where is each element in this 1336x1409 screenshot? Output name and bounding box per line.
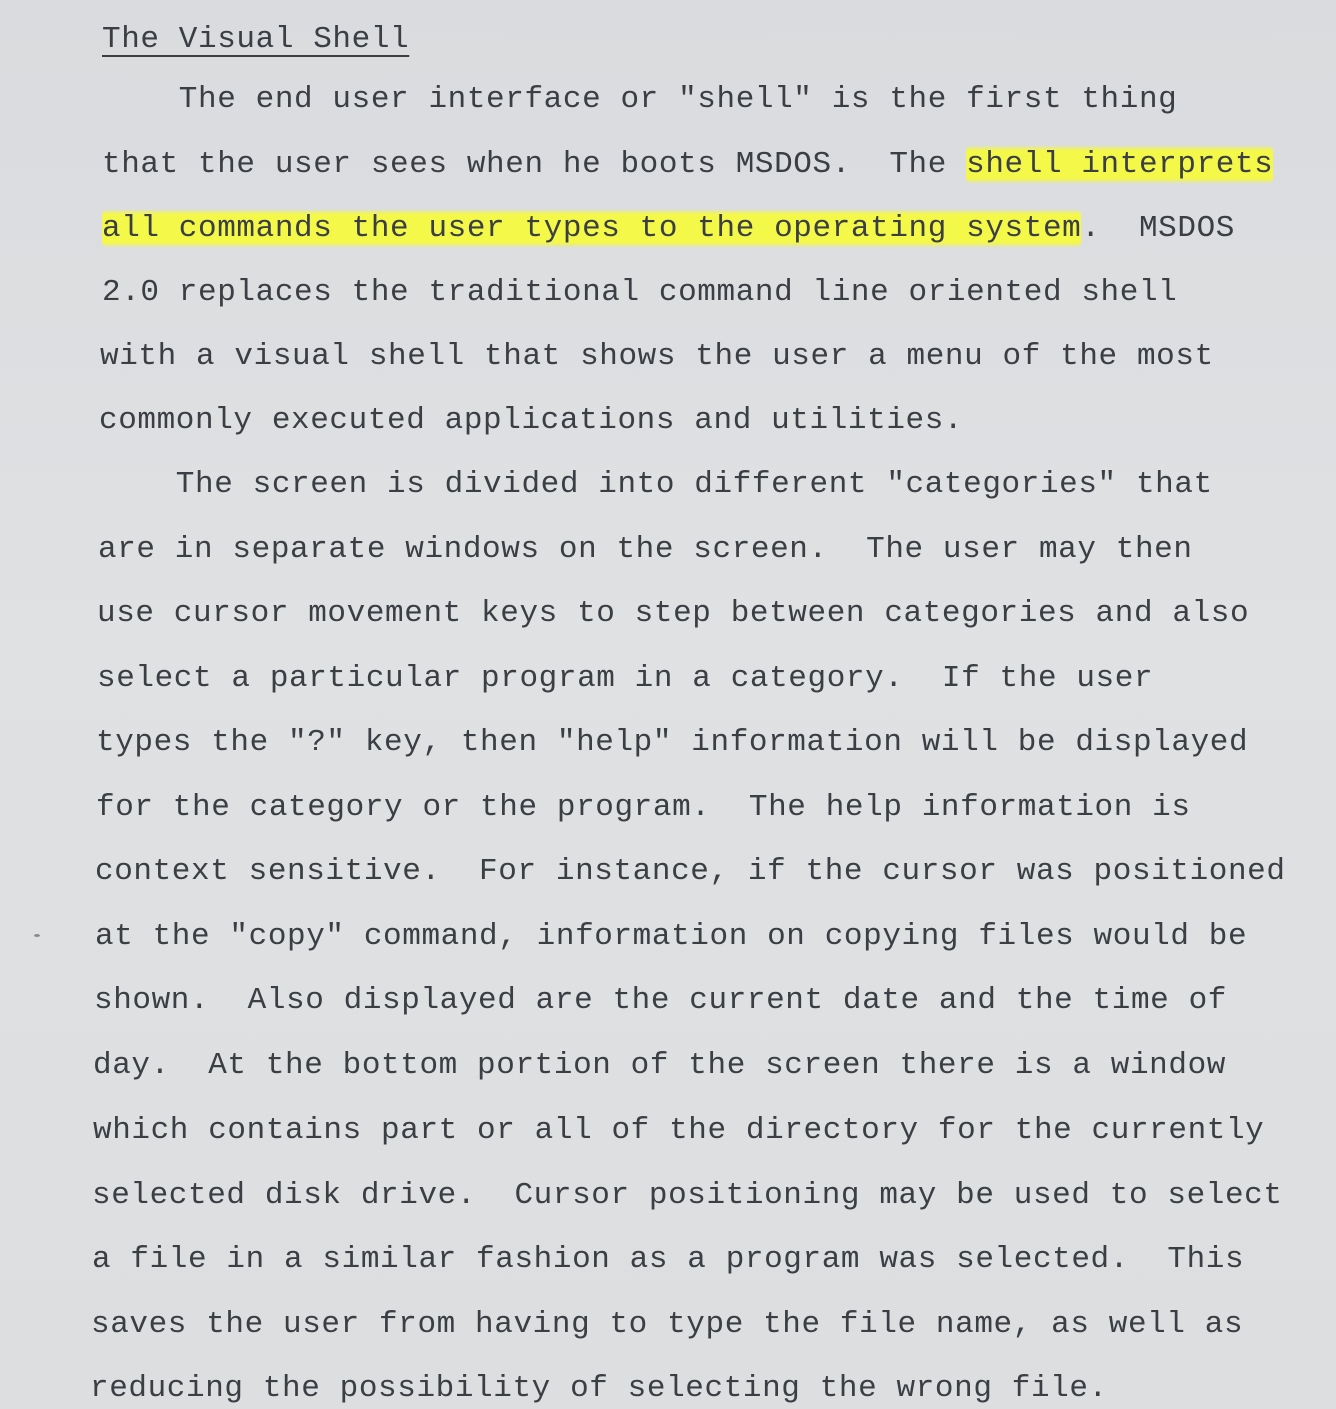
text-line-13: context sensitive. For instance, if the cursor was positioned — [95, 854, 1286, 889]
text-line-2 — [102, 145, 1273, 185]
text-line-21: reducing the possibility of selecting the wrong file. — [90, 1371, 1108, 1406]
highlighted-text: all commands the user types to the operating system — [102, 211, 1082, 246]
text-line-5: with a visual shell that shows the user a menu of the most — [100, 339, 1214, 374]
text-line-10: select a particular program in a category. If the user — [97, 661, 1154, 696]
text-segment: that the user sees when he boots MSDOS. The — [102, 147, 967, 182]
paper-speck — [34, 934, 40, 937]
highlighted-text: shell interprets — [966, 147, 1274, 182]
text-line-1: The end user interface or "shell" is the first thing — [102, 82, 1178, 117]
text-line-12: for the category or the program. The help information is — [96, 790, 1191, 825]
text-line-7: The screen is divided into different "categories" that — [99, 467, 1213, 502]
text-line-18: selected disk drive. Cursor positioning may be used to select — [92, 1178, 1283, 1213]
section-heading: The Visual Shell — [102, 22, 410, 57]
text-segment: . MSDOS — [1081, 211, 1235, 246]
text-line-20: saves the user from having to type the file name, as well as — [91, 1307, 1244, 1342]
text-line-3 — [102, 209, 1235, 249]
text-line-9: use cursor movement keys to step between categories and also — [97, 596, 1250, 631]
text-line-14: at the "copy" command, information on copying files would be — [95, 919, 1248, 954]
text-line-6: commonly executed applications and utilities. — [99, 403, 964, 438]
text-line-8: are in separate windows on the screen. The user may then — [98, 532, 1193, 567]
text-line-16: day. At the bottom portion of the screen there is a window — [93, 1048, 1226, 1083]
text-line-4: 2.0 replaces the traditional command line oriented shell — [102, 275, 1178, 310]
text-line-11: types the "?" key, then "help" information will be displayed — [96, 725, 1249, 760]
text-line-17: which contains part or all of the directory for the currently — [93, 1113, 1265, 1148]
text-line-15: shown. Also displayed are the current date and the time of — [94, 983, 1227, 1018]
text-line-19: a file in a similar fashion as a program was selected. This — [92, 1242, 1245, 1277]
